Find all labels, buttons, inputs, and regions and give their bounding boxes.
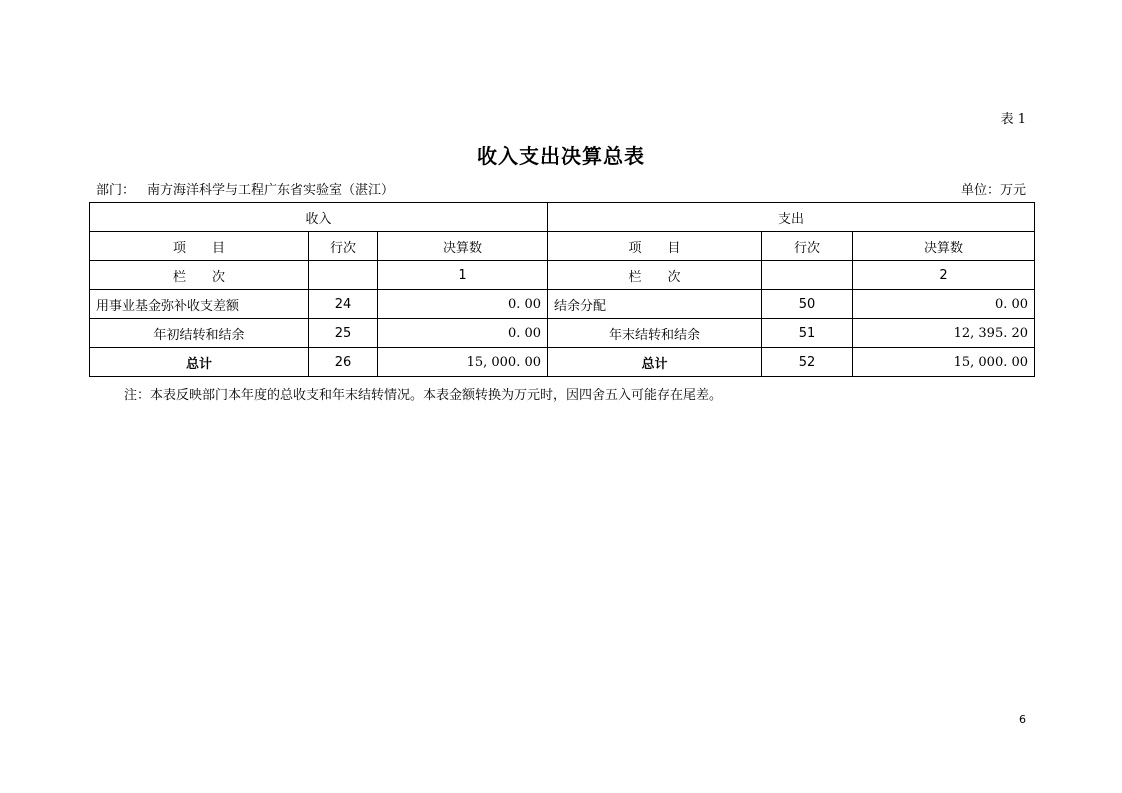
column-header-row bbox=[90, 232, 1035, 261]
footnote: 注：本表反映部门本年度的总收支和年末结转情况。本表金额转换为万元时，因四舍五入可能存在尾差。 bbox=[124, 388, 723, 403]
income-total-label: 总计 bbox=[90, 348, 309, 377]
expense-column-index: 2 bbox=[853, 261, 1035, 290]
department-label: 部门： bbox=[96, 183, 136, 198]
income-line-header: 行次 bbox=[309, 232, 378, 261]
department-line bbox=[96, 179, 394, 198]
expense-amount: 0. 00 bbox=[853, 290, 1035, 319]
expense-total-line: 52 bbox=[762, 348, 853, 377]
income-header: 收入 bbox=[90, 203, 548, 232]
expense-line: 50 bbox=[762, 290, 853, 319]
expense-column-index-empty bbox=[762, 261, 853, 290]
income-total-amount: 15, 000. 00 bbox=[378, 348, 548, 377]
income-amount: 0. 00 bbox=[378, 319, 548, 348]
income-line: 25 bbox=[309, 319, 378, 348]
expense-column-index-label: 栏 次 bbox=[548, 261, 762, 290]
income-line: 24 bbox=[309, 290, 378, 319]
expense-total-amount: 15, 000. 00 bbox=[853, 348, 1035, 377]
income-column-index-label: 栏 次 bbox=[90, 261, 309, 290]
total-row bbox=[90, 348, 1035, 377]
column-index-row bbox=[90, 261, 1035, 290]
summary-table bbox=[89, 202, 1035, 377]
income-item: 用事业基金弥补收支差额 bbox=[90, 290, 309, 319]
income-column-index-empty bbox=[309, 261, 378, 290]
table-number: 表 1 bbox=[1000, 112, 1026, 127]
income-column-index: 1 bbox=[378, 261, 548, 290]
expense-item: 结余分配 bbox=[548, 290, 762, 319]
income-total-line: 26 bbox=[309, 348, 378, 377]
unit-label: 单位：万元 bbox=[960, 183, 1026, 198]
table-row bbox=[90, 290, 1035, 319]
income-item-header: 项 目 bbox=[90, 232, 309, 261]
expense-line: 51 bbox=[762, 319, 853, 348]
expense-item: 年末结转和结余 bbox=[548, 319, 762, 348]
income-amount: 0. 00 bbox=[378, 290, 548, 319]
department-name: 南方海洋科学与工程广东省实验室（湛江） bbox=[147, 183, 395, 198]
expense-amount-header: 决算数 bbox=[853, 232, 1035, 261]
page-number: 6 bbox=[1019, 713, 1026, 726]
expense-line-header: 行次 bbox=[762, 232, 853, 261]
section-header-row bbox=[90, 203, 1035, 232]
table-row bbox=[90, 319, 1035, 348]
expense-item-header: 项 目 bbox=[548, 232, 762, 261]
expense-header: 支出 bbox=[548, 203, 1035, 232]
page-title: 收入支出决算总表 bbox=[477, 144, 645, 168]
income-amount-header: 决算数 bbox=[378, 232, 548, 261]
expense-amount: 12, 395. 20 bbox=[853, 319, 1035, 348]
income-item: 年初结转和结余 bbox=[90, 319, 309, 348]
expense-total-label: 总计 bbox=[548, 348, 762, 377]
